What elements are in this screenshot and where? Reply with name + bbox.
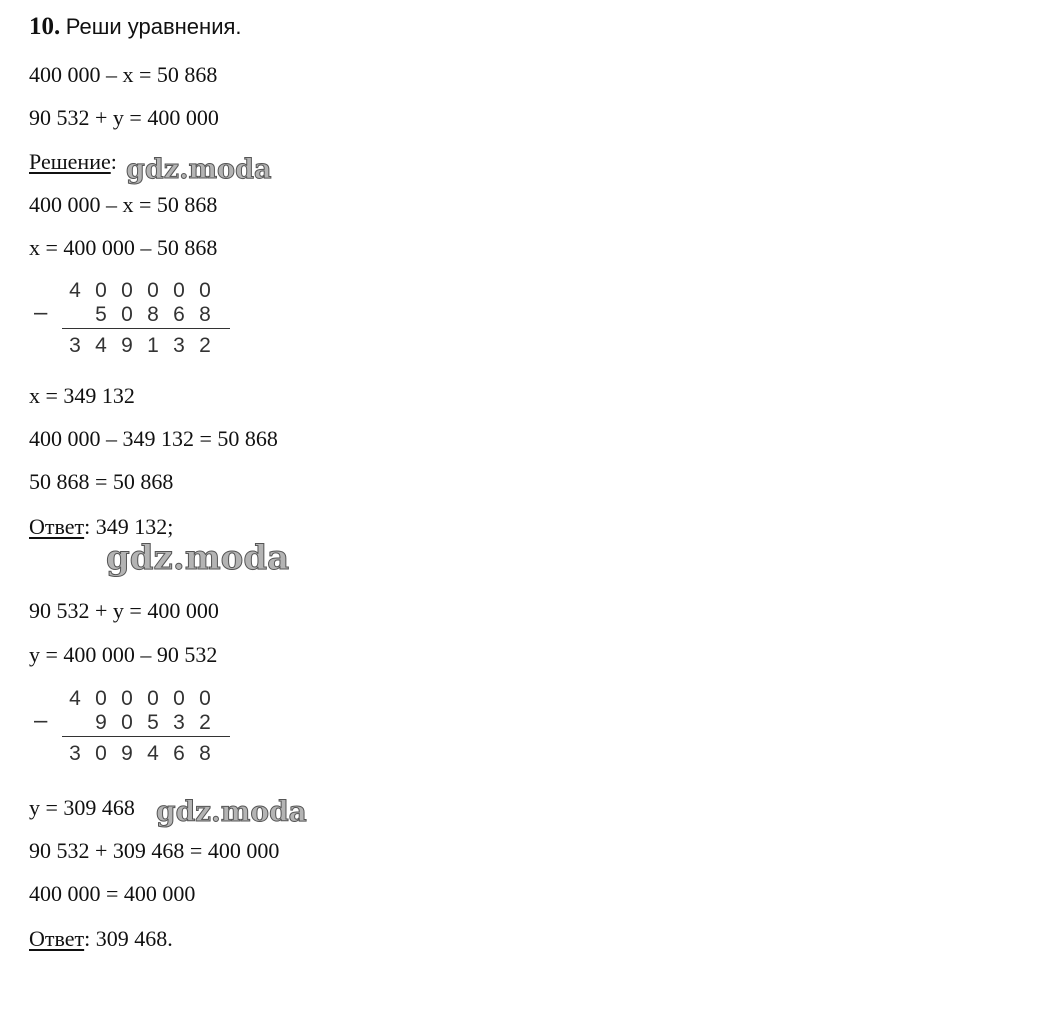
digit: 3 [173, 334, 185, 357]
part1-transform: x = 400 000 – 50 868 [29, 235, 218, 260]
answer-value: : 309 468. [84, 926, 173, 951]
answer-value: : 349 132; [84, 514, 174, 539]
watermark: gdz.moda [126, 154, 272, 185]
column-minuend [62, 687, 218, 711]
equation-2: 90 532 + y = 400 000 [29, 105, 219, 130]
digit: 3 [69, 334, 81, 357]
digit: 9 [121, 334, 133, 357]
part2-result: y = 309 468 [29, 795, 135, 820]
watermark: gdz.moda [156, 795, 307, 828]
column-subtrahend [62, 303, 218, 327]
column-divider-line [62, 736, 230, 737]
digit: 8 [147, 303, 159, 326]
part2-check: 90 532 + 309 468 = 400 000 [29, 838, 280, 863]
digit: 0 [147, 687, 159, 710]
part1-column-subtraction [30, 279, 240, 359]
digit: 0 [173, 279, 185, 302]
digit: 0 [121, 711, 133, 734]
digit: 0 [121, 303, 133, 326]
solution-label: Решение [29, 149, 111, 174]
watermark: gdz.moda [106, 538, 290, 578]
solution-colon: : [110, 149, 117, 174]
part1-result: x = 349 132 [29, 383, 135, 408]
digit: 0 [95, 742, 107, 765]
part2-column-subtraction [30, 687, 240, 767]
part2-answer [29, 926, 173, 952]
digit: 1 [147, 334, 159, 357]
digit [62, 303, 88, 327]
minus-sign: – [34, 707, 48, 734]
digit: 4 [69, 279, 81, 302]
part1-equation: 400 000 – x = 50 868 [29, 192, 218, 217]
answer-label: Ответ [29, 514, 85, 539]
column-result [62, 742, 218, 766]
digit: 4 [69, 687, 81, 710]
part1-answer [29, 514, 173, 540]
column-result [62, 334, 218, 358]
digit: 6 [173, 742, 185, 765]
part2-equation: 90 532 + y = 400 000 [29, 598, 219, 623]
digit [62, 711, 88, 735]
part2-check-result: 400 000 = 400 000 [29, 881, 196, 906]
minus-sign: – [34, 299, 48, 326]
task-number: 10. [29, 13, 61, 40]
digit: 2 [199, 711, 211, 734]
digit: 8 [199, 742, 211, 765]
digit: 5 [147, 711, 159, 734]
digit: 5 [95, 303, 107, 326]
digit: 6 [173, 303, 185, 326]
part1-check: 400 000 – 349 132 = 50 868 [29, 426, 278, 451]
solution-heading [29, 149, 117, 175]
digit: 2 [199, 334, 211, 357]
column-minuend [62, 279, 218, 303]
digit: 0 [121, 279, 133, 302]
equation-1: 400 000 – x = 50 868 [29, 62, 218, 87]
digit: 9 [95, 711, 107, 734]
digit: 0 [147, 279, 159, 302]
digit: 9 [121, 742, 133, 765]
digit: 0 [95, 687, 107, 710]
digit: 0 [95, 279, 107, 302]
digit: 8 [199, 303, 211, 326]
digit: 0 [173, 687, 185, 710]
answer-label: Ответ [29, 926, 85, 951]
column-divider-line [62, 328, 230, 329]
digit: 3 [173, 711, 185, 734]
task-instruction: Реши уравнения. [65, 14, 242, 39]
digit: 0 [199, 279, 211, 302]
digit: 0 [199, 687, 211, 710]
part2-transform: y = 400 000 – 90 532 [29, 642, 218, 667]
digit: 3 [69, 742, 81, 765]
digit: 4 [95, 334, 107, 357]
column-subtrahend [62, 711, 218, 735]
digit: 0 [121, 687, 133, 710]
task-header [29, 14, 242, 40]
digit: 4 [147, 742, 159, 765]
part1-check-result: 50 868 = 50 868 [29, 469, 174, 494]
